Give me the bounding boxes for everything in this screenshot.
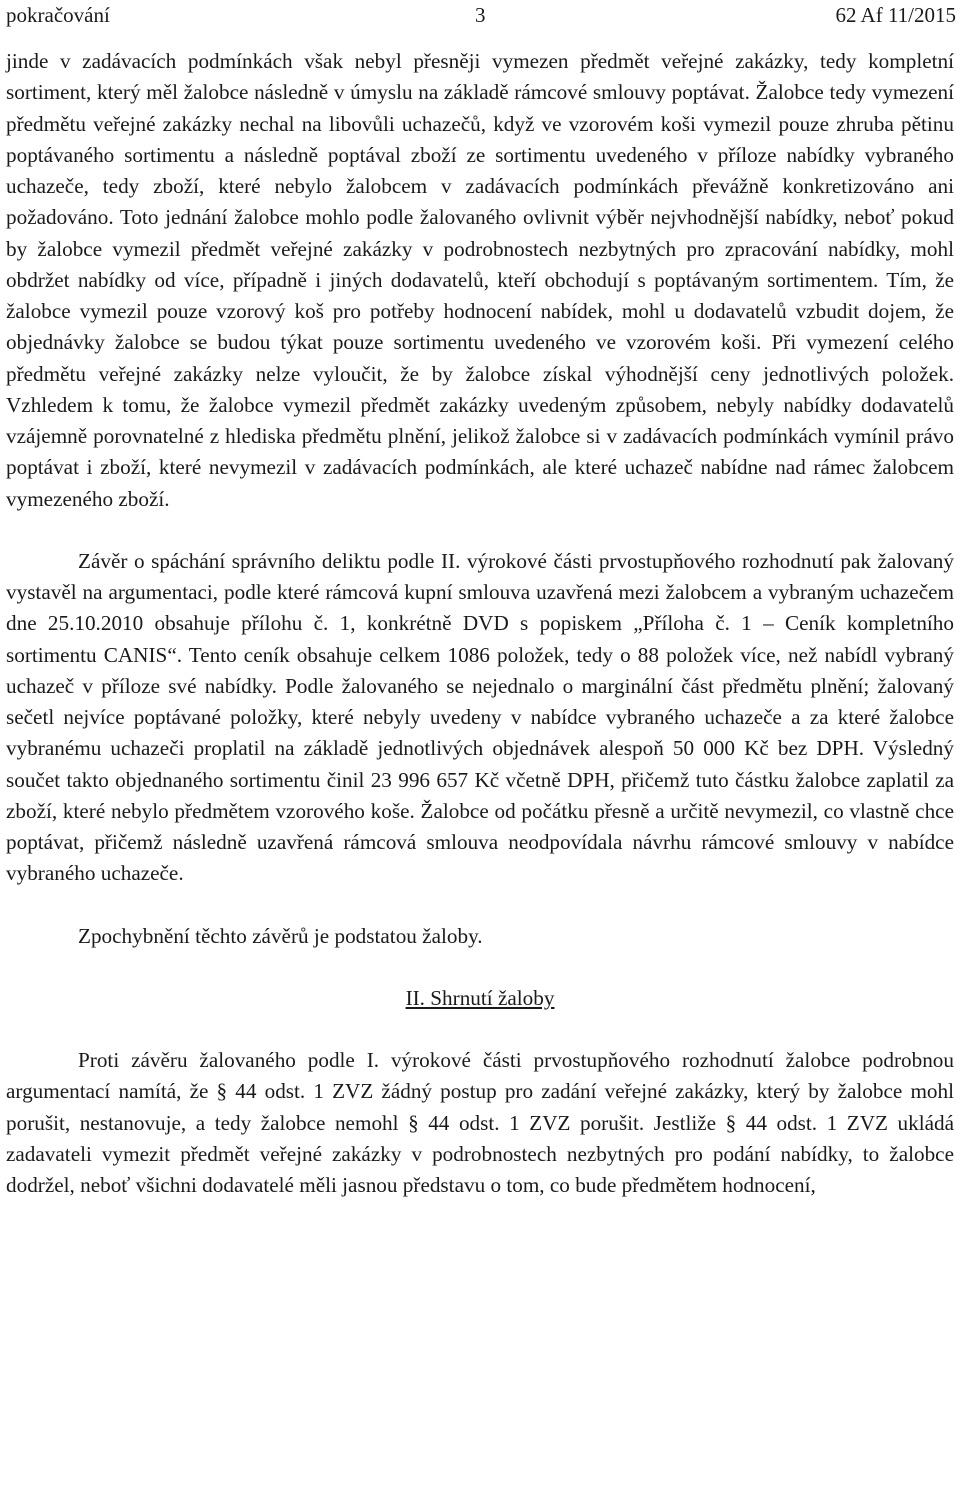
section-heading-text: II. Shrnutí žaloby	[405, 985, 555, 1010]
page-number: 3	[475, 3, 486, 27]
document-body	[6, 46, 954, 1201]
page-header	[0, 0, 960, 34]
section-heading	[6, 983, 954, 1014]
paragraph: Zpochybnění těchto závěrů je podstatou žaloby.	[78, 923, 483, 948]
case-number: 62 Af 11/2015	[835, 3, 956, 27]
paragraph: Závěr o spáchání správního deliktu podle II. výrokové části prvostupňového rozhodnutí pak žalovaný vystavěl na argumentaci, podle které rámcová kupní smlouva uzavřená mezi žalobcem a vybraným uchazečem dne 25.10.2010 obsahuje přílohu č. 1, konkrétně DVD s popiskem „Příloha č. 1 – Ceník kompletního sortimentu CANIS“. Tento ceník obsahuje celkem 1086 položek, tedy o 88 položek více, než nabídl vybraný uchazeč v příloze své nabídky. Podle žalovaného se nejednalo o marginální část předmětu plnění; žalovaný sečetl nejvíce poptávané položky, které nebyly uvedeny v nabídce vybraného uchazeče a za které žalobce vybranému uchazeči proplatil na základě jednotlivých objednávek alespoň 50 000 Kč bez DPH. Výsledný součet takto objednaného sortimentu činil 23 996 657 Kč včetně DPH, přičemž tuto částku žalobce zaplatil za zboží, které nebylo předmětem vzorového koše. Žalobce od počátku přesně a určitě nevymezil, co vlastně chce poptávat, přičemž následně uzavřená rámcová smlouva neodpovídala návrhu rámcové smlouvy v nabídce vybraného uchazeče.	[6, 548, 954, 886]
continuation-label: pokračování	[6, 3, 110, 27]
paragraph-continued: jinde v zadávacích podmínkách však nebyl přesněji vymezen předmět veřejné zakázky, tedy kompletní sortiment, který měl žalobce následně v úmyslu na základě rámcové smlouvy poptávat. Žalobce tedy vymezení předmětu veřejné zakázky nechal na libovůli uchazečů, když ve vzorovém koši vymezil pouze zhruba pětinu poptávaného sortimentu a následně poptával zboží ze sortimentu uvedeného v příloze nabídky vybraného uchazeče, tedy zboží, které nebylo žalobcem v zadávacích podmínkách převážně konkretizováno ani požadováno. Toto jednání žalobce mohlo podle žalovaného ovlivnit výběr nejvhodnější nabídky, neboť pokud by žalobce vymezil předmět veřejné zakázky v podrobnostech nezbytných pro zpracování nabídky, mohl obdržet nabídky od více, případně i jiných dodavatelů, kteří obchodují s poptávaným sortimentem. Tím, že žalobce vymezil pouze vzorový koš pro potřeby hodnocení nabídek, mohl u dodavatelů vzbudit dojem, že objednávky žalobce se budou týkat pouze sortimentu uvedeného ve vzorovém koši. Při vymezení celého předmětu veřejné zakázky nelze vyloučit, že by žalobce získal výhodnější ceny jednotlivých položek. Vzhledem k tomu, že žalobce vymezil předmět zakázky uvedeným způsobem, nebyly nabídky dodavatelů vzájemně porovnatelné z hlediska předmětu plnění, jelikož žalobce si v zadávacích podmínkách vymínil právo poptávat i zboží, které nevymezil v zadávacích podmínkách, ale které uchazeč nabídne nad rámec žalobcem vymezeného zboží.	[6, 49, 954, 511]
paragraph: Proti závěru žalovaného podle I. výrokové části prvostupňového rozhodnutí žalobce podrobnou argumentací namítá, že § 44 odst. 1 ZVZ žádný postup pro zadání veřejné zakázky, který by žalobce mohl porušit, nestanovuje, a tedy žalobce nemohl § 44 odst. 1 ZVZ porušit. Jestliže § 44 odst. 1 ZVZ ukládá zadavateli vymezit předmět veřejné zakázky v podrobnostech nezbytných pro podání nabídky, to žalobce dodržel, neboť všichni dodavatelé měli jasnou představu o tom, co bude předmětem hodnocení,	[6, 1048, 954, 1197]
